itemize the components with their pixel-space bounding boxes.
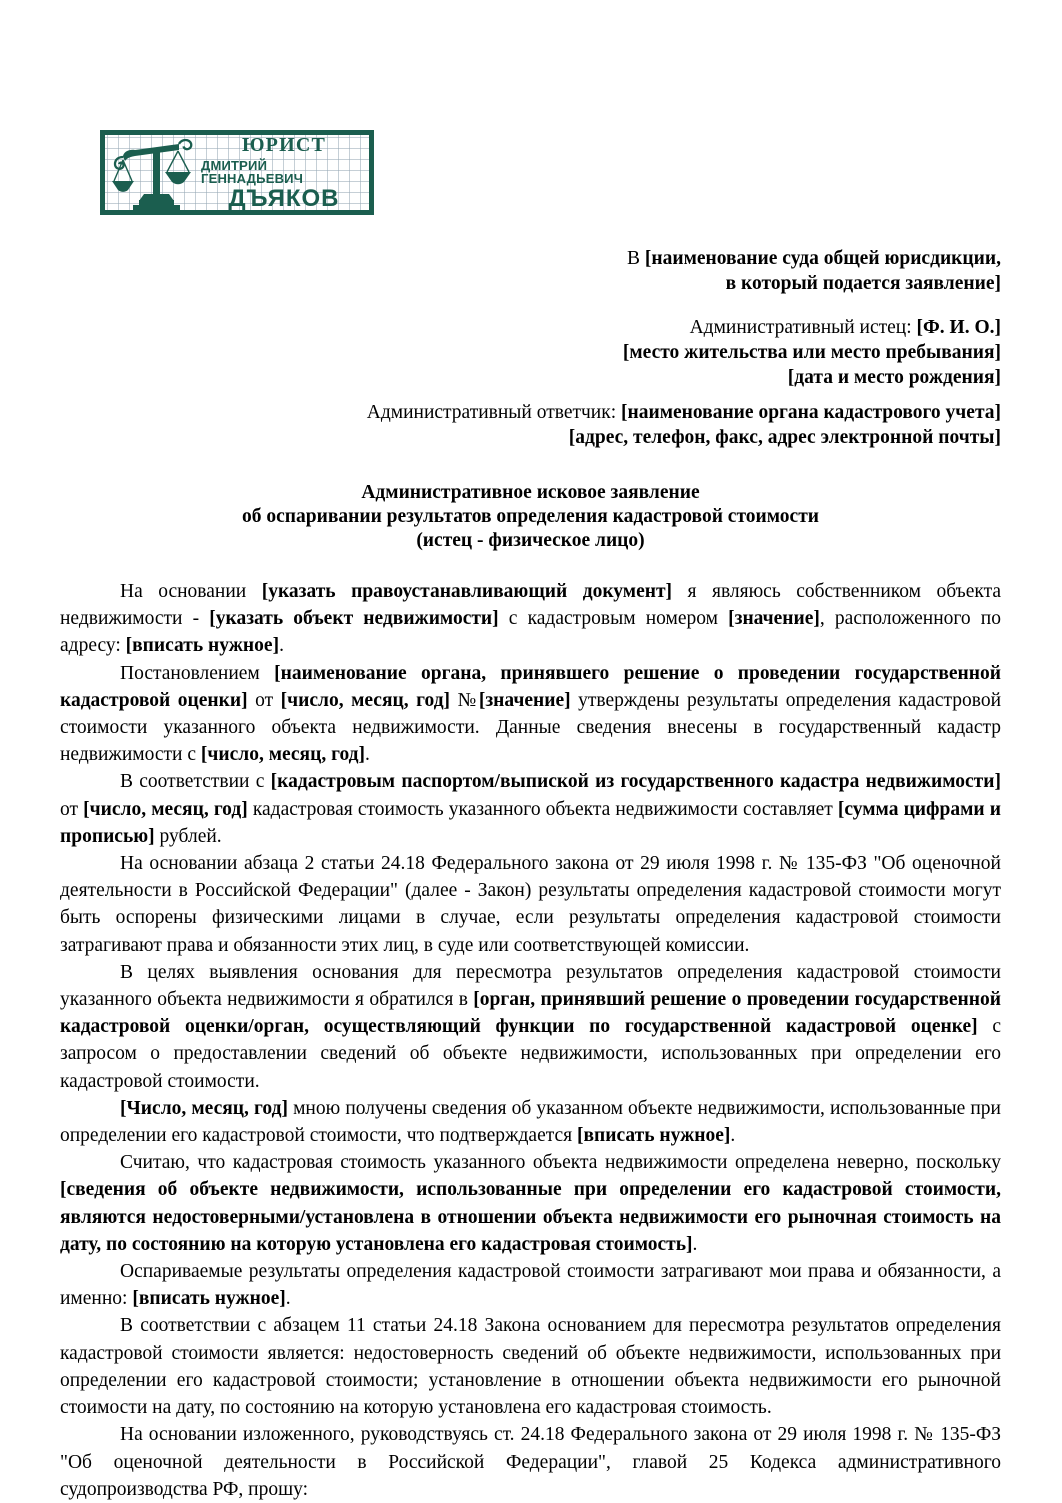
defendant-contacts-placeholder: [адрес, телефон, факс, адрес электронной почты] bbox=[568, 427, 1001, 448]
p6-placeholder-1: [Число, месяц, год] bbox=[120, 1097, 288, 1119]
p1-text-2: я являюсь собственником объекта недвижимости - bbox=[60, 581, 1001, 630]
document-title-line-2: об оспаривании результатов определения кадастровой стоимости bbox=[241, 506, 820, 527]
scales-of-justice-icon bbox=[111, 138, 203, 214]
logo-frame bbox=[100, 130, 374, 215]
p6-text-2: . bbox=[730, 1125, 736, 1147]
plaintiff-block bbox=[60, 315, 1001, 390]
paragraph-10 bbox=[60, 1421, 1001, 1503]
addressee-court-prefix: В bbox=[626, 248, 645, 269]
lawyer-stamp-logo bbox=[100, 130, 374, 215]
paragraph-4 bbox=[60, 850, 1001, 959]
p5-text-2: с запросом о предоставлении сведений об объекте недвижимости, использованных при определении его кадастровой стоимости. bbox=[60, 1016, 1002, 1092]
document-title bbox=[60, 481, 1001, 553]
p6-text-1: мною получены сведения об указанном объекте недвижимости, использованные при определении его кадастровой стоимости, что подтверждается bbox=[60, 1097, 1001, 1147]
p8-text-2: . bbox=[285, 1288, 291, 1310]
document-title-line-1: Административное исковое заявление bbox=[361, 482, 700, 503]
defendant-block bbox=[60, 400, 1001, 450]
p2-placeholder-3: [значение] bbox=[478, 689, 571, 711]
p1-placeholder-4: [вписать нужное] bbox=[125, 635, 280, 657]
p8-text-1: Оспариваемые результаты определения кадастровой стоимости затрагивают мои права и обязанности, а именно: bbox=[60, 1261, 1001, 1310]
paragraph-7 bbox=[60, 1149, 1001, 1258]
p1-text-3: с кадастровым номером bbox=[498, 608, 729, 630]
p1-placeholder-3: [значение] bbox=[728, 608, 820, 630]
paragraph-2 bbox=[60, 660, 1001, 769]
p9-text-1: В соответствии с абзацем 11 статьи 24.18 Закона основанием для пересмотра результатов определения кадастровой стоимости является: недостоверность сведений об объекте недвижимости, использованных при определении его кадастровой стоимости; установление в отношении объекта недвижимости его рыночной стоимости на дату, по состоянию на которую установлена его кадастровая стоимость. bbox=[60, 1315, 1001, 1419]
addressee-court-block bbox=[60, 246, 1001, 296]
p3-text-2: от bbox=[60, 798, 84, 820]
p5-placeholder-1: [орган, принявший решение о проведении государственной кадастровой оценки/орган, осуществляющий функции по государственной кадастровой оценке] bbox=[60, 989, 1001, 1038]
plaintiff-label: Административный истец: bbox=[689, 317, 917, 338]
paragraph-8 bbox=[60, 1258, 1001, 1312]
defendant-line-2 bbox=[60, 425, 1001, 450]
logo-surname: ДЪЯКОВ bbox=[228, 184, 340, 212]
p2-placeholder-2: [число, месяц, год] bbox=[280, 689, 451, 711]
p3-placeholder-3: [сумма цифрами и прописью] bbox=[60, 798, 1002, 847]
plaintiff-birth-placeholder: [дата и место рождения] bbox=[787, 367, 1001, 388]
logo-text-block bbox=[201, 135, 367, 210]
p1-text-4: , расположенного по адресу: bbox=[60, 608, 1001, 657]
plaintiff-line-2 bbox=[60, 340, 1001, 365]
p2-text-1: Постановлением bbox=[120, 662, 275, 684]
addressee-court-line-1 bbox=[60, 246, 1001, 271]
plaintiff-line-3 bbox=[60, 365, 1001, 390]
p3-placeholder-2: [число, месяц, год] bbox=[83, 798, 248, 820]
p2-text-3: № bbox=[450, 689, 479, 711]
addressee-court-placeholder-1: [наименование суда общей юрисдикции, bbox=[644, 248, 1001, 269]
defendant-label: Административный ответчик: bbox=[366, 402, 622, 423]
paragraph-3 bbox=[60, 768, 1001, 850]
paragraph-9 bbox=[60, 1312, 1001, 1421]
p3-text-1: В соответствии с bbox=[120, 771, 271, 793]
p2-text-5: . bbox=[365, 744, 370, 766]
p7-placeholder-1: [сведения об объекте недвижимости, использованные при определении его кадастровой стоимости, являются недостоверными/установлена в отношении объекта недвижимости его рыночная стоимость на дату, по состоянию на которую установлена его кадастровая стоимость] bbox=[60, 1179, 1001, 1255]
plaintiff-line-1 bbox=[60, 315, 1001, 340]
defendant-line-1 bbox=[60, 400, 1001, 425]
defendant-name-placeholder: [наименование органа кадастрового учета] bbox=[621, 402, 1001, 423]
document-title-line-3: (истец - физическое лицо) bbox=[416, 530, 645, 551]
plaintiff-name-placeholder: [Ф. И. О.] bbox=[916, 317, 1001, 338]
p6-placeholder-2: [вписать нужное] bbox=[577, 1125, 731, 1147]
logo-title: ЮРИСТ bbox=[241, 133, 327, 156]
p10-text-1: На основании изложенного, руководствуясь ст. 24.18 Федерального закона от 29 июля 1998 г. № 135-ФЗ "Об оценочной деятельности в Российской Федерации", главой 25 Кодекса административного судопроизводства РФ, прошу: bbox=[60, 1424, 1001, 1500]
p1-text-1: На основании bbox=[120, 581, 262, 602]
p8-placeholder-1: [вписать нужное] bbox=[132, 1288, 286, 1310]
addressee-court-line-2 bbox=[60, 271, 1001, 296]
p3-placeholder-1: [кадастровым паспортом/выпиской из государственного кадастра недвижимости] bbox=[270, 771, 1001, 793]
p7-text-1: Считаю, что кадастровая стоимость указанного объекта недвижимости определена неверно, поскольку bbox=[120, 1152, 1001, 1174]
p2-placeholder-1: [наименование органа, принявшего решение о проведении государственной кадастровой оценки] bbox=[60, 662, 1002, 711]
logo-firstname-patronymic: ДМИТРИЙ ГЕННАДЬЕВИЧ bbox=[201, 157, 304, 186]
p2-placeholder-4: [число, месяц, год] bbox=[200, 744, 366, 766]
p2-text-4: утверждены результаты определения кадастровой стоимости указанного объекта недвижимости. Данные сведения внесены в государственный кадастр недвижимости с bbox=[60, 689, 1002, 766]
p7-text-2: . bbox=[692, 1233, 698, 1255]
p3-text-3: кадастровая стоимость указанного объекта недвижимости составляет bbox=[247, 798, 838, 820]
p4-text-1: На основании абзаца 2 статьи 24.18 Федерального закона от 29 июля 1998 г. № 135-ФЗ "Об оценочной деятельности в Российской Федерации" (далее - Закон) результаты определения кадастровой стоимости могут быть оспорены физическими лицами в случае, если результаты определения кадастровой стоимости затрагивают права и обязанности этих лиц, в суде или соответствующей комиссии. bbox=[60, 853, 1001, 956]
paragraph-5 bbox=[60, 959, 1001, 1095]
p2-text-2: от bbox=[247, 689, 281, 711]
paragraph-1 bbox=[60, 578, 1001, 660]
p5-text-1: В целях выявления основания для пересмотра результатов определения кадастровой стоимости указанного объекта недвижимости я обратился в bbox=[60, 961, 1001, 1011]
p1-placeholder-1: [указать правоустанавливающий документ] bbox=[261, 581, 673, 602]
addressee-court-placeholder-2: в который подается заявление] bbox=[725, 273, 1001, 294]
document-body bbox=[60, 578, 1001, 1503]
p1-text-5: . bbox=[279, 635, 284, 657]
plaintiff-residence-placeholder: [место жительства или место пребывания] bbox=[622, 342, 1001, 363]
p3-text-4: рублей. bbox=[154, 825, 222, 847]
p1-placeholder-2: [указать объект недвижимости] bbox=[209, 608, 499, 630]
paragraph-6 bbox=[60, 1095, 1001, 1149]
